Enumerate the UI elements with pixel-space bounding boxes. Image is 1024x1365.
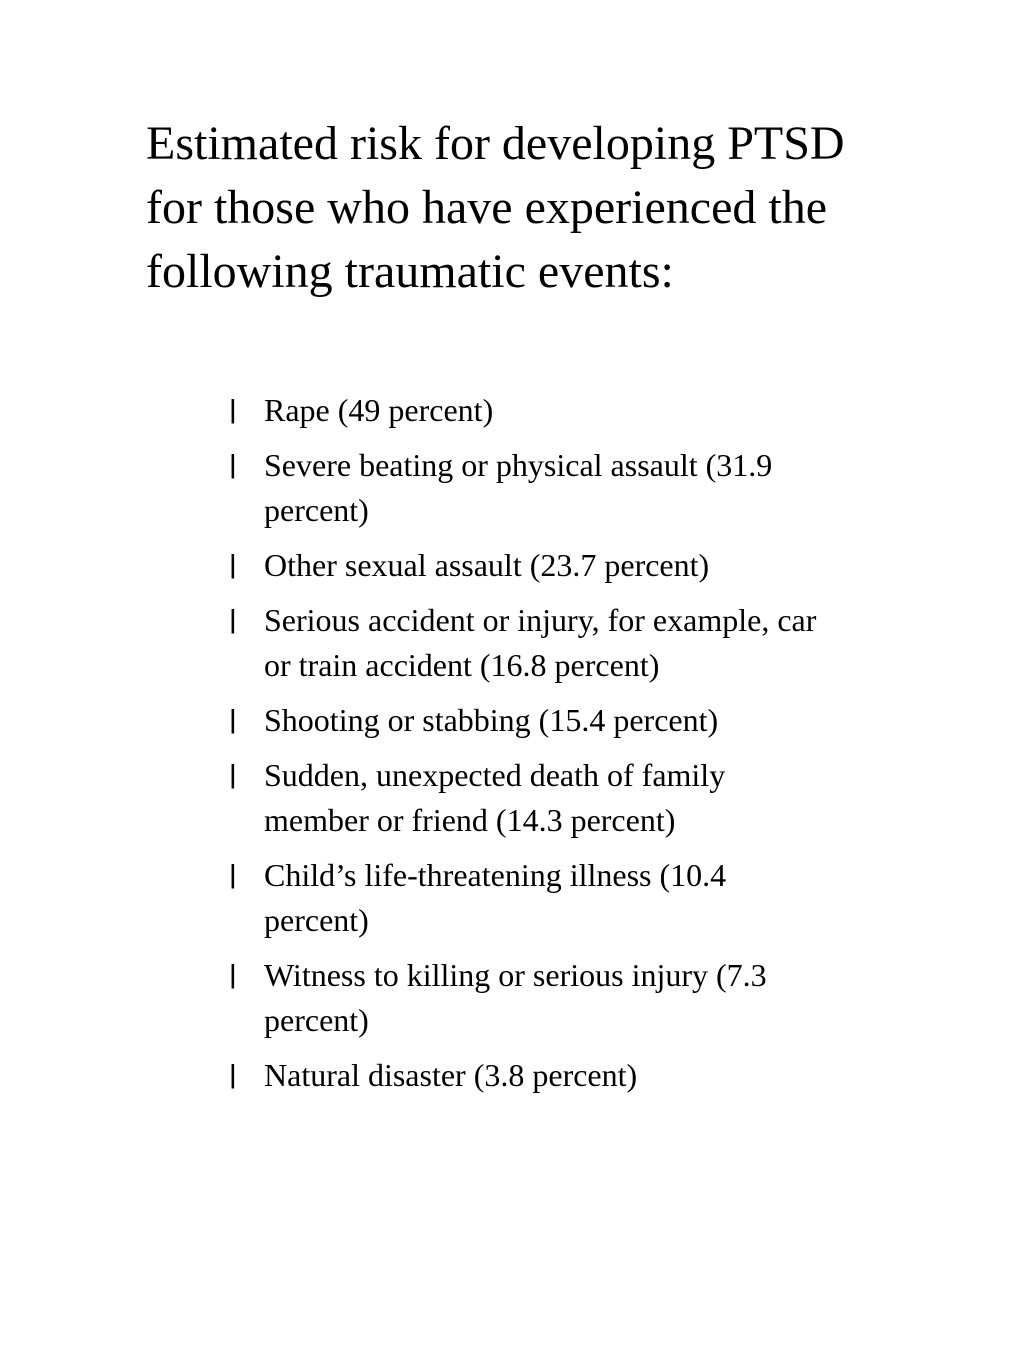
list-item xyxy=(229,698,989,743)
list-item-text: Child’s life-threatening illness (10.4 xyxy=(264,857,727,893)
list-item xyxy=(229,598,989,688)
bullet-icon: ǀ xyxy=(229,395,237,425)
list-item xyxy=(229,853,989,943)
bullet-icon: ǀ xyxy=(229,1060,237,1090)
list-item xyxy=(229,443,989,533)
list-item-text: Natural disaster (3.8 percent) xyxy=(264,1057,638,1093)
list-item-text: Severe beating or physical assault (31.9 xyxy=(264,447,773,483)
list-item-text: percent) xyxy=(264,902,369,938)
list-item xyxy=(229,388,989,433)
bullet-icon: ǀ xyxy=(229,960,237,990)
list-item-text: Witness to killing or serious injury (7.3 xyxy=(264,957,767,993)
list-item xyxy=(229,953,989,1043)
bullet-icon: ǀ xyxy=(229,550,237,580)
list-item xyxy=(229,1053,989,1098)
list-item-text: percent) xyxy=(264,492,369,528)
list-item-text: member or friend (14.3 percent) xyxy=(264,802,676,838)
bullet-icon: ǀ xyxy=(229,760,237,790)
title-line: Estimated risk for developing PTSD xyxy=(146,117,845,170)
bullet-icon: ǀ xyxy=(229,860,237,890)
list-item xyxy=(229,753,989,843)
bullet-icon: ǀ xyxy=(229,450,237,480)
title-line: for those who have experienced the xyxy=(146,181,828,234)
bullet-icon: ǀ xyxy=(229,605,237,635)
list-item xyxy=(229,543,989,588)
traumatic-events-list xyxy=(229,388,989,1108)
list-item-text: or train accident (16.8 percent) xyxy=(264,647,660,683)
title-line: following traumatic events: xyxy=(146,245,674,298)
slide-title xyxy=(146,112,986,304)
list-item-text: Sudden, unexpected death of family xyxy=(264,757,726,793)
list-item-text: percent) xyxy=(264,1002,369,1038)
bullet-icon: ǀ xyxy=(229,705,237,735)
list-item-text: Shooting or stabbing (15.4 percent) xyxy=(264,702,719,738)
list-item-text: Rape (49 percent) xyxy=(264,392,494,428)
list-item-text: Serious accident or injury, for example, car xyxy=(264,602,817,638)
list-item-text: Other sexual assault (23.7 percent) xyxy=(264,547,710,583)
